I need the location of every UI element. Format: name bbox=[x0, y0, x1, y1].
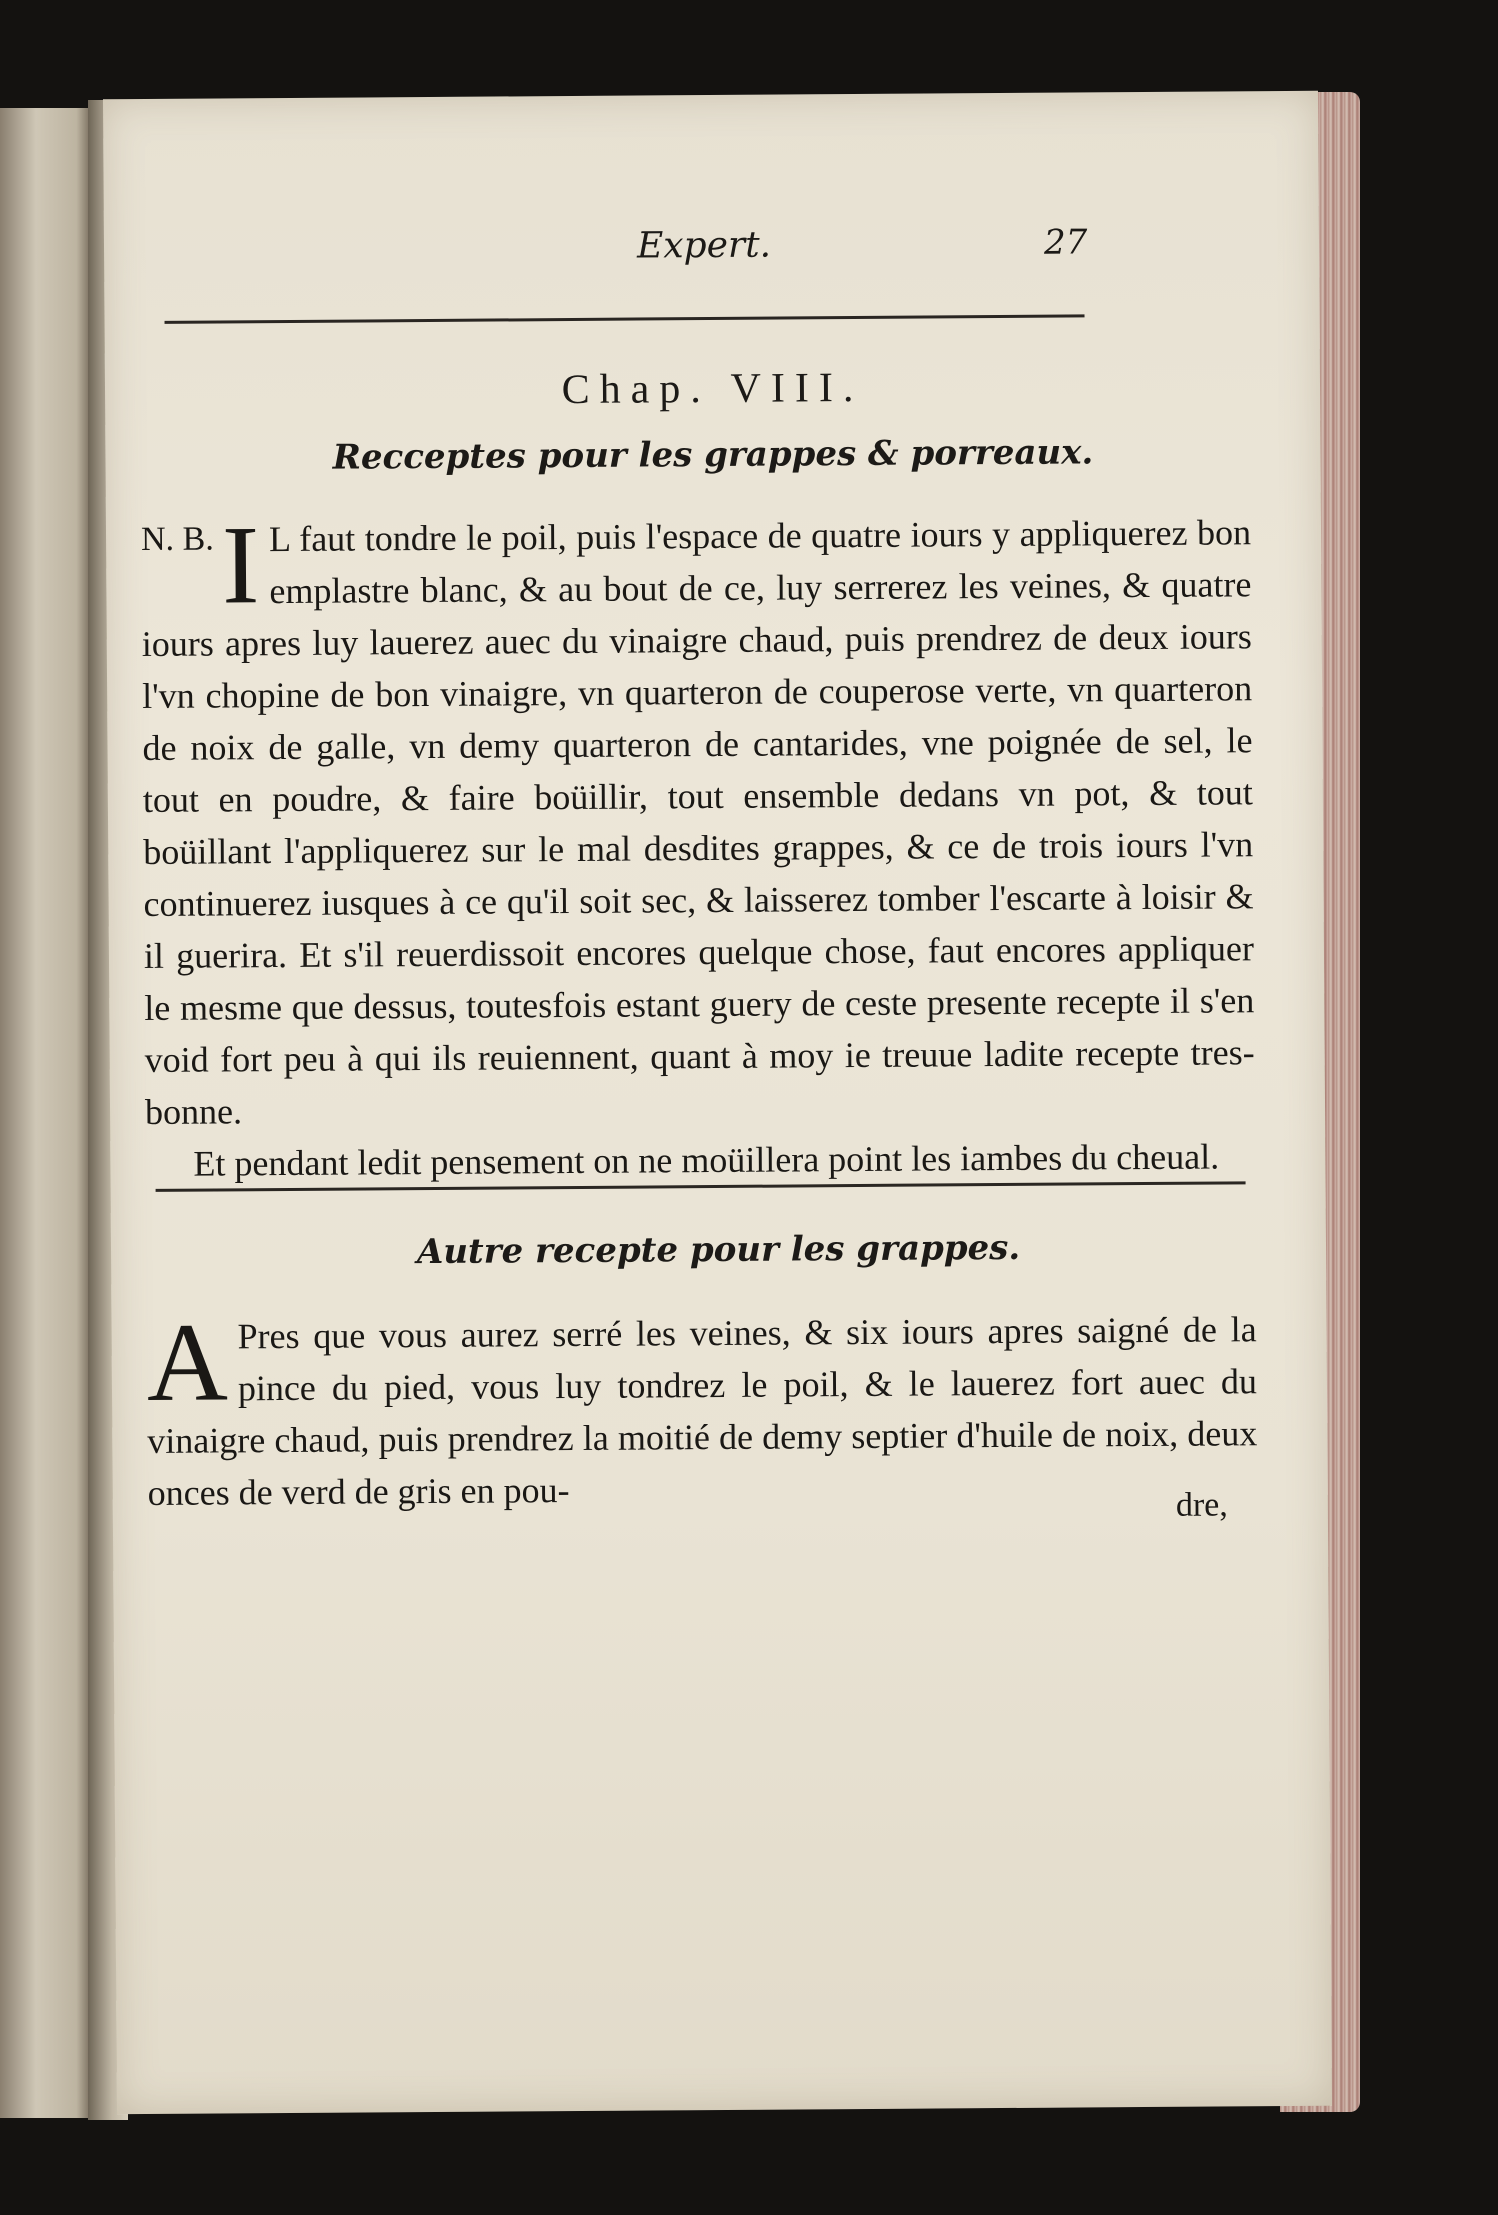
chapter-title: Chap. VIII. bbox=[561, 364, 864, 414]
section2-heading: Autre recepte pour les grappes. bbox=[416, 1227, 1021, 1273]
page-number: 27 bbox=[1043, 222, 1088, 263]
section1-text bbox=[140, 503, 1255, 1184]
running-title: Expert. bbox=[636, 224, 772, 267]
marginal-note: N. B. bbox=[140, 520, 214, 559]
drop-cap-A: A bbox=[146, 1300, 229, 1425]
section2-text bbox=[146, 1300, 1258, 1531]
drop-cap-I: I bbox=[221, 503, 260, 628]
section1-paragraph-2: Et pendant ledit pensement on ne moüillera point les iambes du cheual. bbox=[193, 1136, 1220, 1184]
page-header bbox=[104, 221, 1319, 289]
facing-page-edge bbox=[0, 108, 90, 2118]
chapter-heading: Recceptes pour les grappes & porreaux. bbox=[332, 432, 1094, 478]
header-rule bbox=[165, 314, 1085, 323]
section2-paragraph: Pres que vous aurez serré les veines, & six iours apres saigné de la pince du pied, vous luy tondrez le poil, & le lauerez fort auec du vinaigre chaud, puis prendrez la moitié de demy septier d'huile de noix, deux onces de verd de gris en pou- bbox=[147, 1309, 1258, 1513]
catchword: dre, bbox=[1175, 1486, 1228, 1524]
section1-paragraph: L faut tondre le poil, puis l'espace de quatre iours y appliquerez bon emplastre blanc, & au bout de ce, luy serrerez les veines, & quatre iours apres luy lauerez auec du vinaigre chaud, puis prendrez de deux iours l'vn chopine de bon vinaigre, vn quarteron de couperose verte, vn quarteron de noix de galle, vn demy quarteron de cantarides, vne poignée de sel, le tout en poudre, & faire boüillir, tout ensemble dedans vn pot, & tout boüillant l'appliquerez sur le mal desdites grappes, & ce de trois iours l'vn continuerez iusques à ce qu'il soit sec, & laisserez tomber l'escarte à loisir & il guerira. Et s'il reuerdissoit encores quelque chose, faut encores appliquer le mesme que dessus, toutesfois estant guery de ceste presente recepte il s'en void fort peu à qui ils reuiennent, quant à moy ie treuue ladite recepte tres-bonne. bbox=[141, 512, 1255, 1132]
book-page bbox=[103, 91, 1332, 2114]
